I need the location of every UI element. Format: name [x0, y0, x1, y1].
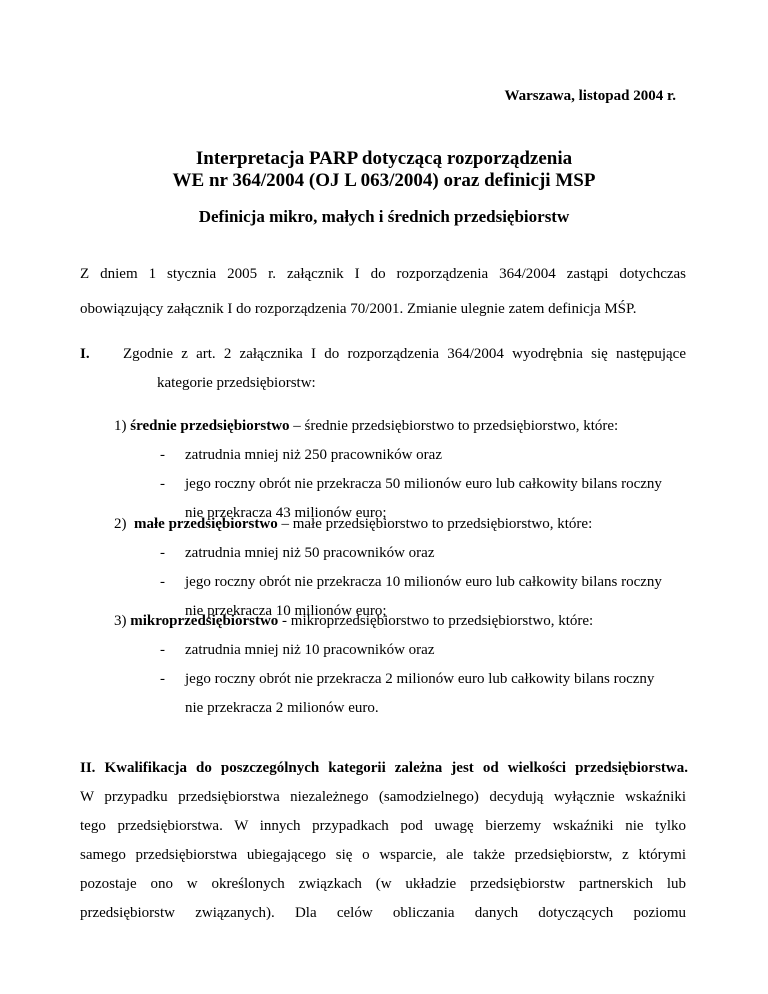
category-2-bullet-1: zatrudnia mniej niż 50 pracowników oraz — [185, 545, 435, 561]
section-2-line-3: samego przedsiębiorstwa ubiegającego się o wsparcie, ale także przedsiębiorstw, z którymi — [80, 847, 686, 863]
intro-line-2: obowiązujący załącznik I do rozporządzenia 70/2001. Zmianie ulegnie zatem definicja MŚP. — [80, 301, 637, 317]
subtitle: Definicja mikro, małych i średnich przedsiębiorstw — [198, 207, 570, 226]
bullet-dash: - — [160, 545, 165, 561]
category-2-bullet-2-cont: nie przekracza 10 milionów euro; — [185, 603, 387, 619]
bullet-dash: - — [160, 642, 165, 658]
category-number: 3) — [114, 613, 127, 629]
intro-line-1: Z dniem 1 stycznia 2005 r. załącznik I do rozporządzenia 364/2004 zastąpi dotychczas — [80, 266, 686, 282]
bullet-dash: - — [160, 671, 165, 687]
section-2-line-4: pozostaje ono w określonych związkach (w układzie przedsiębiorstw partnerskich lub — [80, 876, 686, 892]
section-1-line-1: Zgodnie z art. 2 załącznika I do rozporządzenia 364/2004 wyodrębnia się następujące — [123, 346, 686, 362]
category-item-2 — [114, 516, 592, 533]
document-date: Warszawa, listopad 2004 r. — [504, 88, 676, 104]
bullet-dash: - — [160, 447, 165, 463]
category-definition: - mikroprzedsiębiorstwo to przedsiębiorstwo, które: — [278, 613, 594, 629]
title-line-1: Interpretacja PARP dotyczącą rozporządzenia — [195, 148, 573, 169]
category-definition: – małe przedsiębiorstwo to przedsiębiorstwo, które: — [277, 516, 593, 532]
section-1-line-2: kategorie przedsiębiorstw: — [157, 375, 316, 391]
section-2-line-2: tego przedsiębiorstwa. W innych przypadkach pod uwagę bierzemy wskaźniki nie tylko — [80, 818, 686, 834]
category-term: średnie przedsiębiorstwo — [130, 418, 290, 434]
category-item-3 — [114, 613, 593, 630]
category-item-1 — [114, 418, 618, 435]
category-1-bullet-1: zatrudnia mniej niż 250 pracowników oraz — [185, 447, 442, 463]
bullet-dash: - — [160, 476, 165, 492]
bullet-dash: - — [160, 574, 165, 590]
category-term: małe przedsiębiorstwo — [134, 516, 278, 532]
category-3-bullet-2: jego roczny obrót nie przekracza 2 milionów euro lub całkowity bilans roczny — [185, 671, 655, 687]
category-term: mikroprzedsiębiorstwo — [130, 613, 279, 629]
section-2-line-5: przedsiębiorstw związanych). Dla celów obliczania danych dotyczących poziomu — [80, 905, 686, 921]
section-2-heading: II. Kwalifikacja do poszczególnych kategorii zależna jest od wielkości przedsiębiorstwa. — [80, 760, 688, 776]
category-3-bullet-2-cont: nie przekracza 2 milionów euro. — [185, 700, 379, 716]
category-1-bullet-2-cont: nie przekracza 43 milionów euro; — [185, 505, 387, 521]
category-2-bullet-2: jego roczny obrót nie przekracza 10 milionów euro lub całkowity bilans roczny — [185, 574, 662, 590]
category-number: 2) — [114, 516, 127, 532]
category-definition: – średnie przedsiębiorstwo to przedsiębiorstwo, które: — [289, 418, 619, 434]
section-2-line-1: W przypadku przedsiębiorstwa niezależnego (samodzielnego) decydują wyłącznie wskaźniki — [80, 789, 686, 805]
category-1-bullet-2: jego roczny obrót nie przekracza 50 milionów euro lub całkowity bilans roczny — [185, 476, 662, 492]
category-number: 1) — [114, 418, 127, 434]
section-1-numeral: I. — [80, 346, 90, 362]
category-3-bullet-1: zatrudnia mniej niż 10 pracowników oraz — [185, 642, 435, 658]
title-line-2: WE nr 364/2004 (OJ L 063/2004) oraz definicji MSP — [172, 170, 596, 191]
